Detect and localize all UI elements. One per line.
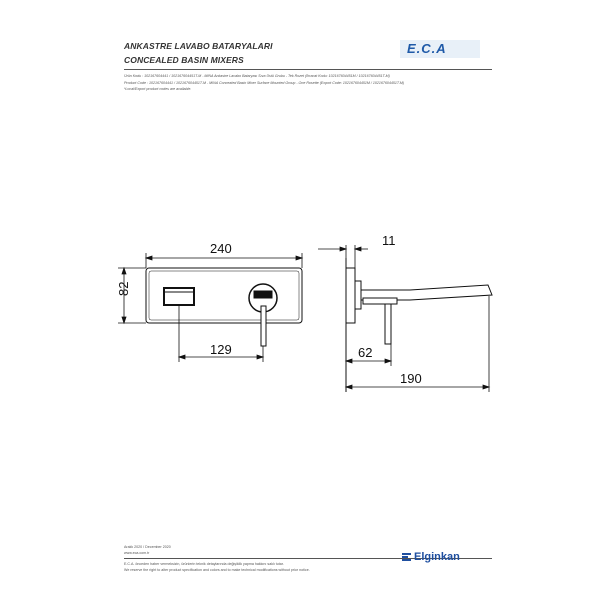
elginkan-logo: Elginkan	[414, 551, 460, 563]
document-title-tr: ANKASTRE LAVABO BATARYALARI	[124, 41, 273, 51]
dim-plate-depth	[318, 245, 368, 268]
product-code-note: *Local/Export product codes are available.	[124, 87, 192, 91]
elginkan-mark-icon	[402, 553, 411, 563]
dim-lever-offset-label: 129	[210, 342, 232, 357]
side-plate-mount	[355, 281, 361, 309]
footer-notice-en: We reserve the right to alter product specification and colors and to make technical modifications without prior notice.	[124, 568, 310, 572]
dim-spout-reach-label: 190	[400, 371, 422, 386]
lever-hub	[254, 291, 272, 298]
footer-notice-tr: E.C.A. önceden haber vermeksizin, ürünlerin teknik detaylarında değişiklik yapma hakkını saklı tutar.	[124, 562, 284, 566]
dim-height-label: 82	[116, 281, 131, 296]
cover-plate-outline	[146, 268, 302, 323]
side-lever-handle	[385, 304, 391, 344]
dim-width-label: 240	[210, 241, 232, 256]
footer-date: Aralık 2020 / December 2020	[124, 545, 171, 549]
front-view	[146, 268, 302, 346]
document-title-en: CONCEALED BASIN MIXERS	[124, 55, 244, 65]
dim-lever-depth-label: 62	[358, 345, 373, 360]
product-code-en: Product Code : 102167604441 / 102167604451T-M - MINA Concealed Basin Mixer Surface Mounted Group - One Rosette (Export Code: 102167604451M / 102167604451T-M)	[124, 81, 405, 85]
dim-plate-depth-label: 11	[382, 233, 396, 248]
product-code-tr: Ürün Kodu : 102167604441 / 102167604451T-M - MINA Ankastre Lavabo Bataryası Sıva Üstü Grubu - Tek Rozet (İhracat Kodu: 102167604451M / 102167604451T-M)	[124, 74, 390, 78]
footer-website: www.eca.com.tr	[124, 551, 150, 555]
spout-outlet	[164, 288, 194, 305]
lever-handle	[261, 306, 266, 346]
eca-logo: E.C.A	[407, 41, 447, 56]
side-lever-hub	[363, 298, 397, 304]
side-plate	[346, 268, 355, 323]
